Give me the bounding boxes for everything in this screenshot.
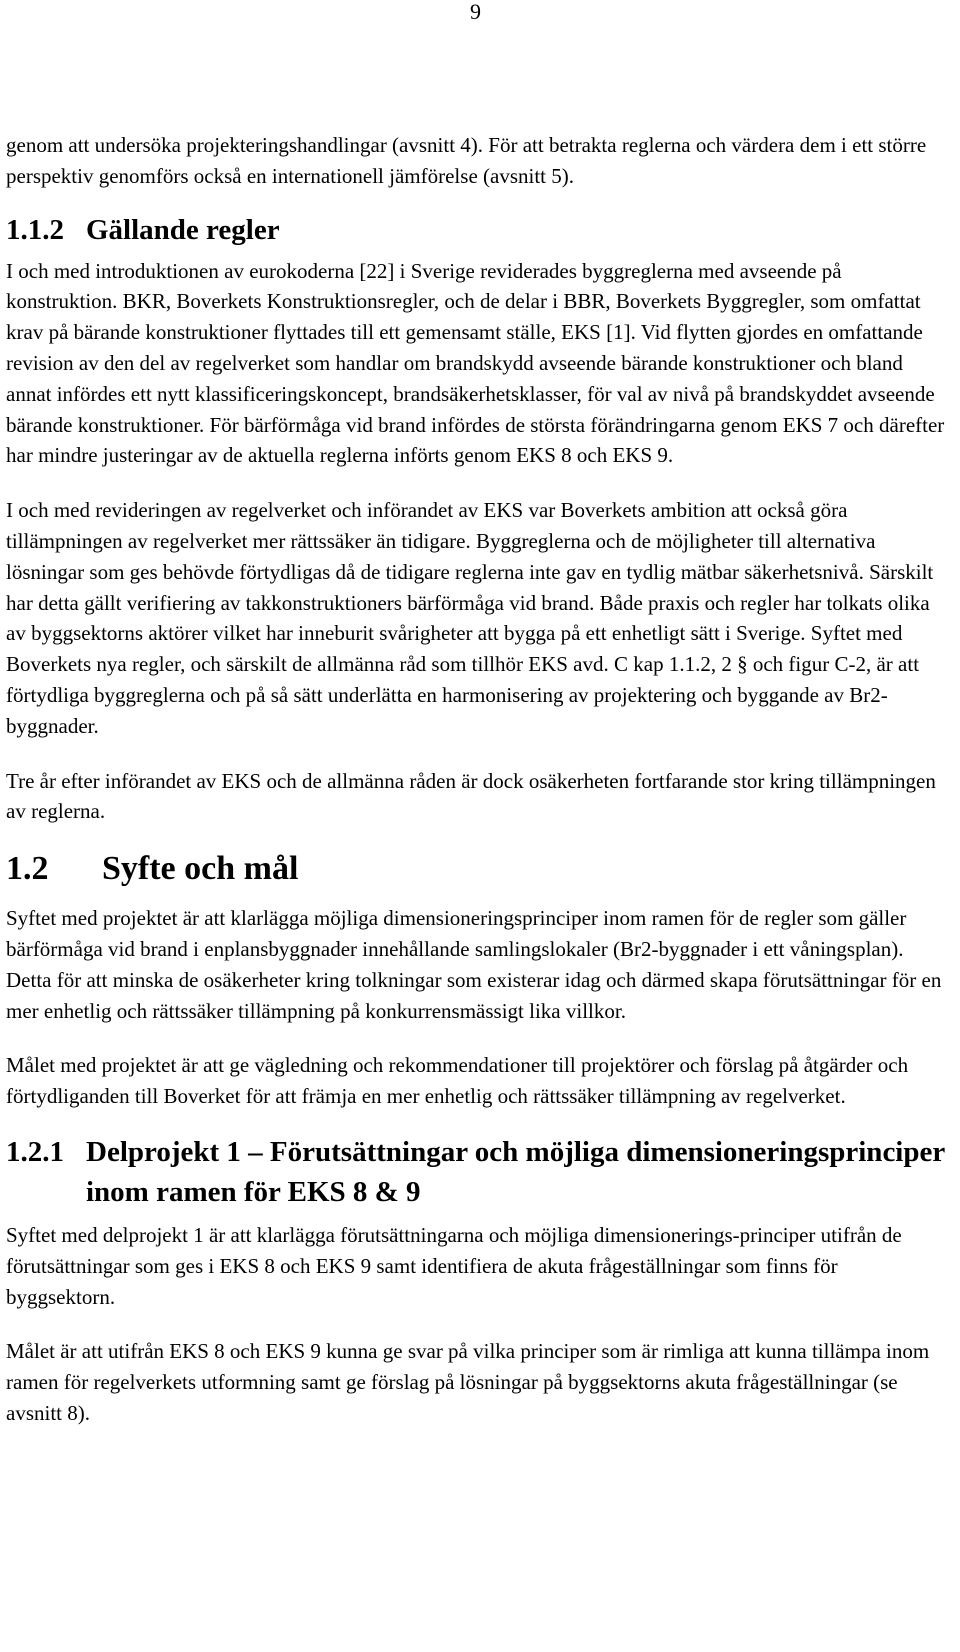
section-1-1-2-paragraph-3: Tre år efter införandet av EKS och de allmänna råden är dock osäkerheten fortfarande stor kring tillämpningen av reglerna. (6, 768, 936, 824)
section-1-1-2-paragraph-2: I och med revideringen av regelverket och införandet av EKS var Boverkets ambition att också göra tillämpningen av regelverket mer rättssäker än tidigare. Byggreglerna och de möjligheter till alternativa lösningar som ges behövde förtydligas då de tidigare reglerna inte gav en tydlig mätbar säkerhetsnivå. Särskilt har detta gällt verifiering av takkonstruktioners bärförmåga vid brand. Både praxis och regler har tolkats olika av byggsektorns aktörer vilket har inneburit svårigheter att bygga på ett enhetligt sätt i Sverige. Syftet med Boverkets nya regler, och särskilt de allmänna råd som tillhör EKS avd. C kap 1.1.2, 2 § och figur C-2, är att förtydliga byggreglerna och på så sätt underlätta en harmonisering av projektering och byggande av Br2-byggnader. (6, 498, 934, 738)
intro-paragraph: genom att undersöka projekteringshandlingar (avsnitt 4). För att betrakta reglerna och värdera dem i ett större perspektiv genomförs också en internationell jämförelse (avsnitt 5). (6, 133, 927, 188)
section-1-1-2-paragraph-1: I och med introduktionen av eurokoderna [22] i Sverige reviderades byggreglerna med avseende på konstruktion. BKR, Boverkets Konstruktionsregler, och de delar i BBR, Boverkets Byggregler, som omfattat krav på bärande konstruktioner flyttades till ett gemensamt ställe, EKS [1]. Vid flytten gjordes en omfattande revision av den del av regelverket som handlar om brandskydd avseende bärande konstruktioner och bland annat infördes ett nytt klassificeringskoncept, brandsäkerhetsklasser, för val av nivå på brandskyddet avseende bärande konstruktioner. För bärförmåga vid brand infördes de största förändringarna genom EKS 7 och därefter har mindre justeringar av de aktuella reglerna införts genom EKS 8 och EKS 9. (6, 258, 945, 468)
section-1-2-paragraph-1: Syftet med projektet är att klarlägga möjliga dimensioneringsprinciper inom ramen för de regler som gäller bärförmåga vid brand i enplansbyggnader innehållande samlingslokaler (Br2-byggnader i ett våningsplan). Detta för att minska de osäkerheter kring tolkningar som existerar idag och därmed skapa förutsättningar för en mer enhetlig och rättssäker tillämpning på konkurrensmässigt lika villkor. (6, 906, 942, 1023)
page-number: 9 (470, 0, 481, 24)
section-1-2-1-heading (6, 1132, 946, 1212)
section-1-2-1-paragraph-1: Syftet med delprojekt 1 är att klarlägga förutsättningarna och möjliga dimensionerings-principer utifrån de förutsättningar som ges i EKS 8 och EKS 9 samt identifiera de akuta frågeställningar som finns för byggsektorn. (6, 1222, 902, 1309)
document-body (6, 130, 946, 1429)
section-1-1-2-heading (6, 210, 946, 250)
section-1-2-heading (6, 847, 946, 891)
section-1-2-1-title: Delprojekt 1 – Förutsättningar och möjliga dimensioneringsprinciper inom ramen för EKS 8 & 9 (86, 1135, 945, 1208)
section-1-2-paragraph-2: Målet med projektet är att ge vägledning och rekommendationer till projektörer och förslag på åtgärder och förtydliganden till Boverket för att främja en mer enhetlig och rättssäker tillämpning av regelverket. (6, 1053, 909, 1109)
section-1-2-title: Syfte och mål (102, 850, 299, 888)
section-1-2-1-paragraph-2: Målet är att utifrån EKS 8 och EKS 9 kunna ge svar på vilka principer som är rimliga att kunna tillämpa inom ramen för regelverkets utformning samt ge förslag på lösningar på byggsektorns akuta frågeställningar (se avsnitt 8). (6, 1339, 930, 1425)
section-1-1-2-number: 1.1.2 (6, 213, 64, 246)
section-1-2-1-number: 1.2.1 (6, 1135, 64, 1168)
section-1-1-2-title: Gällande regler (86, 213, 280, 246)
section-1-2-number: 1.2 (6, 850, 49, 888)
